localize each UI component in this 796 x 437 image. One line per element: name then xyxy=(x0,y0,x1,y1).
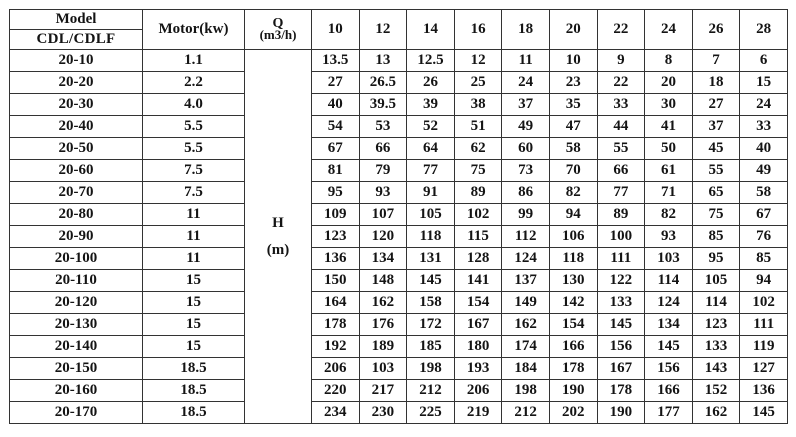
head-value-cell: 67 xyxy=(740,204,788,226)
head-value-cell: 118 xyxy=(549,248,597,270)
table-row xyxy=(10,336,788,358)
table-row xyxy=(10,138,788,160)
head-value-cell: 167 xyxy=(597,358,645,380)
table-row xyxy=(10,380,788,402)
head-value-cell: 18 xyxy=(692,72,740,94)
model-cell: 20-160 xyxy=(10,380,143,402)
head-value-cell: 128 xyxy=(454,248,502,270)
head-value-cell: 103 xyxy=(359,358,407,380)
head-value-cell: 13.5 xyxy=(312,50,360,72)
head-value-cell: 145 xyxy=(740,402,788,424)
head-value-cell: 13 xyxy=(359,50,407,72)
head-value-cell: 112 xyxy=(502,226,550,248)
head-unit-cell xyxy=(245,50,312,424)
head-value-cell: 27 xyxy=(312,72,360,94)
head-value-cell: 61 xyxy=(645,160,693,182)
head-value-cell: 212 xyxy=(502,402,550,424)
head-value-cell: 152 xyxy=(692,380,740,402)
head-value-cell: 185 xyxy=(407,336,455,358)
head-value-cell: 89 xyxy=(597,204,645,226)
head-value-cell: 37 xyxy=(692,116,740,138)
head-value-cell: 178 xyxy=(597,380,645,402)
head-value-cell: 40 xyxy=(312,94,360,116)
head-symbol: H xyxy=(272,214,284,231)
model-cell: 20-50 xyxy=(10,138,143,160)
head-value-cell: 142 xyxy=(549,292,597,314)
head-value-cell: 79 xyxy=(359,160,407,182)
head-value-cell: 26.5 xyxy=(359,72,407,94)
head-value-cell: 54 xyxy=(312,116,360,138)
motor-power-cell: 11 xyxy=(143,226,245,248)
head-value-cell: 75 xyxy=(692,204,740,226)
flow-value-header: 22 xyxy=(597,10,645,50)
head-value-cell: 118 xyxy=(407,226,455,248)
motor-power-cell: 5.5 xyxy=(143,138,245,160)
table-row xyxy=(10,402,788,424)
head-value-cell: 124 xyxy=(645,292,693,314)
table-body xyxy=(10,50,788,424)
head-value-cell: 51 xyxy=(454,116,502,138)
flow-value-header: 20 xyxy=(549,10,597,50)
head-value-cell: 49 xyxy=(740,160,788,182)
head-value-cell: 145 xyxy=(645,336,693,358)
model-series-header: CDL/CDLF xyxy=(10,30,143,50)
head-value-cell: 154 xyxy=(454,292,502,314)
head-value-cell: 107 xyxy=(359,204,407,226)
head-value-cell: 190 xyxy=(549,380,597,402)
model-cell: 20-20 xyxy=(10,72,143,94)
head-value-cell: 136 xyxy=(740,380,788,402)
head-value-cell: 53 xyxy=(359,116,407,138)
head-value-cell: 166 xyxy=(645,380,693,402)
head-value-cell: 12 xyxy=(454,50,502,72)
head-unit: (m) xyxy=(266,242,290,258)
head-value-cell: 7 xyxy=(692,50,740,72)
head-value-cell: 145 xyxy=(597,314,645,336)
head-value-cell: 55 xyxy=(597,138,645,160)
head-value-cell: 177 xyxy=(645,402,693,424)
table-row xyxy=(10,358,788,380)
head-value-cell: 167 xyxy=(454,314,502,336)
head-value-cell: 23 xyxy=(549,72,597,94)
model-cell: 20-40 xyxy=(10,116,143,138)
head-value-cell: 76 xyxy=(740,226,788,248)
table-row xyxy=(10,314,788,336)
head-value-cell: 64 xyxy=(407,138,455,160)
head-value-cell: 206 xyxy=(312,358,360,380)
head-value-cell: 198 xyxy=(407,358,455,380)
head-value-cell: 136 xyxy=(312,248,360,270)
table-row xyxy=(10,248,788,270)
head-value-cell: 158 xyxy=(407,292,455,314)
model-cell: 20-150 xyxy=(10,358,143,380)
head-value-cell: 85 xyxy=(692,226,740,248)
head-value-cell: 25 xyxy=(454,72,502,94)
head-value-cell: 77 xyxy=(407,160,455,182)
head-value-cell: 162 xyxy=(502,314,550,336)
motor-power-cell: 18.5 xyxy=(143,402,245,424)
flow-symbol: Q xyxy=(272,16,284,31)
flow-value-header: 18 xyxy=(502,10,550,50)
head-value-cell: 202 xyxy=(549,402,597,424)
head-value-cell: 65 xyxy=(692,182,740,204)
head-value-cell: 102 xyxy=(454,204,502,226)
head-value-cell: 180 xyxy=(454,336,502,358)
head-value-cell: 115 xyxy=(454,226,502,248)
motor-power-cell: 7.5 xyxy=(143,160,245,182)
head-value-cell: 35 xyxy=(549,94,597,116)
head-value-cell: 82 xyxy=(549,182,597,204)
flow-value-header: 12 xyxy=(359,10,407,50)
head-value-cell: 39 xyxy=(407,94,455,116)
head-value-cell: 133 xyxy=(692,336,740,358)
head-value-cell: 130 xyxy=(549,270,597,292)
head-value-cell: 149 xyxy=(502,292,550,314)
head-value-cell: 234 xyxy=(312,402,360,424)
head-value-cell: 24 xyxy=(740,94,788,116)
head-value-cell: 184 xyxy=(502,358,550,380)
head-value-cell: 193 xyxy=(454,358,502,380)
head-value-cell: 120 xyxy=(359,226,407,248)
header-row-1 xyxy=(10,10,788,30)
head-value-cell: 100 xyxy=(597,226,645,248)
flow-value-header: 24 xyxy=(645,10,693,50)
head-value-cell: 58 xyxy=(740,182,788,204)
head-value-cell: 75 xyxy=(454,160,502,182)
head-value-cell: 106 xyxy=(549,226,597,248)
head-value-cell: 192 xyxy=(312,336,360,358)
head-value-cell: 164 xyxy=(312,292,360,314)
head-value-cell: 105 xyxy=(407,204,455,226)
head-value-cell: 178 xyxy=(549,358,597,380)
head-value-cell: 162 xyxy=(692,402,740,424)
table-row xyxy=(10,72,788,94)
model-cell: 20-100 xyxy=(10,248,143,270)
flow-value-header: 14 xyxy=(407,10,455,50)
motor-power-cell: 11 xyxy=(143,204,245,226)
head-value-cell: 93 xyxy=(359,182,407,204)
head-value-cell: 134 xyxy=(359,248,407,270)
motor-power-cell: 2.2 xyxy=(143,72,245,94)
head-value-cell: 15 xyxy=(740,72,788,94)
head-value-cell: 58 xyxy=(549,138,597,160)
flow-value-header: 10 xyxy=(312,10,360,50)
head-value-cell: 44 xyxy=(597,116,645,138)
model-cell: 20-60 xyxy=(10,160,143,182)
head-value-cell: 37 xyxy=(502,94,550,116)
head-value-cell: 206 xyxy=(454,380,502,402)
motor-power-cell: 15 xyxy=(143,314,245,336)
motor-power-cell: 15 xyxy=(143,336,245,358)
head-value-cell: 154 xyxy=(549,314,597,336)
head-value-cell: 8 xyxy=(645,50,693,72)
head-value-cell: 141 xyxy=(454,270,502,292)
head-value-cell: 95 xyxy=(692,248,740,270)
head-value-cell: 70 xyxy=(549,160,597,182)
head-value-cell: 102 xyxy=(740,292,788,314)
head-value-cell: 52 xyxy=(407,116,455,138)
head-value-cell: 60 xyxy=(502,138,550,160)
head-value-cell: 156 xyxy=(597,336,645,358)
motor-power-cell: 5.5 xyxy=(143,116,245,138)
head-value-cell: 174 xyxy=(502,336,550,358)
head-value-cell: 156 xyxy=(645,358,693,380)
head-value-cell: 95 xyxy=(312,182,360,204)
head-value-cell: 123 xyxy=(312,226,360,248)
table-row xyxy=(10,226,788,248)
head-value-cell: 99 xyxy=(502,204,550,226)
head-value-cell: 109 xyxy=(312,204,360,226)
head-value-cell: 94 xyxy=(740,270,788,292)
flow-rate-header xyxy=(245,10,312,50)
head-value-cell: 105 xyxy=(692,270,740,292)
head-value-cell: 24 xyxy=(502,72,550,94)
head-value-cell: 55 xyxy=(692,160,740,182)
head-value-cell: 22 xyxy=(597,72,645,94)
head-value-cell: 145 xyxy=(407,270,455,292)
head-value-cell: 123 xyxy=(692,314,740,336)
table-header xyxy=(10,10,788,50)
head-value-cell: 219 xyxy=(454,402,502,424)
head-value-cell: 66 xyxy=(597,160,645,182)
head-value-cell: 41 xyxy=(645,116,693,138)
head-value-cell: 148 xyxy=(359,270,407,292)
head-value-cell: 119 xyxy=(740,336,788,358)
head-value-cell: 150 xyxy=(312,270,360,292)
head-value-cell: 30 xyxy=(645,94,693,116)
model-cell: 20-30 xyxy=(10,94,143,116)
head-value-cell: 33 xyxy=(597,94,645,116)
motor-power-cell: 4.0 xyxy=(143,94,245,116)
flow-value-header: 16 xyxy=(454,10,502,50)
head-value-cell: 198 xyxy=(502,380,550,402)
model-cell: 20-110 xyxy=(10,270,143,292)
model-cell: 20-70 xyxy=(10,182,143,204)
head-value-cell: 6 xyxy=(740,50,788,72)
motor-power-cell: 7.5 xyxy=(143,182,245,204)
head-value-cell: 81 xyxy=(312,160,360,182)
motor-power-cell: 18.5 xyxy=(143,380,245,402)
table-row xyxy=(10,160,788,182)
head-value-cell: 89 xyxy=(454,182,502,204)
head-value-cell: 33 xyxy=(740,116,788,138)
head-value-cell: 111 xyxy=(597,248,645,270)
head-value-cell: 230 xyxy=(359,402,407,424)
motor-power-cell: 15 xyxy=(143,292,245,314)
table-row xyxy=(10,182,788,204)
motor-power-cell: 15 xyxy=(143,270,245,292)
head-value-cell: 38 xyxy=(454,94,502,116)
head-value-cell: 178 xyxy=(312,314,360,336)
head-value-cell: 212 xyxy=(407,380,455,402)
head-value-cell: 134 xyxy=(645,314,693,336)
table-row xyxy=(10,50,788,72)
model-cell: 20-90 xyxy=(10,226,143,248)
head-value-cell: 176 xyxy=(359,314,407,336)
model-cell: 20-170 xyxy=(10,402,143,424)
head-value-cell: 26 xyxy=(407,72,455,94)
head-value-cell: 133 xyxy=(597,292,645,314)
head-value-cell: 73 xyxy=(502,160,550,182)
head-value-cell: 131 xyxy=(407,248,455,270)
head-value-cell: 49 xyxy=(502,116,550,138)
head-value-cell: 66 xyxy=(359,138,407,160)
head-value-cell: 82 xyxy=(645,204,693,226)
head-value-cell: 114 xyxy=(645,270,693,292)
head-value-cell: 217 xyxy=(359,380,407,402)
table-row xyxy=(10,292,788,314)
model-header: Model xyxy=(10,10,143,30)
table-row xyxy=(10,270,788,292)
head-value-cell: 10 xyxy=(549,50,597,72)
head-value-cell: 122 xyxy=(597,270,645,292)
model-cell: 20-130 xyxy=(10,314,143,336)
head-value-cell: 85 xyxy=(740,248,788,270)
head-value-cell: 166 xyxy=(549,336,597,358)
head-value-cell: 127 xyxy=(740,358,788,380)
head-value-cell: 114 xyxy=(692,292,740,314)
head-value-cell: 39.5 xyxy=(359,94,407,116)
table-row xyxy=(10,204,788,226)
head-value-cell: 47 xyxy=(549,116,597,138)
motor-power-cell: 1.1 xyxy=(143,50,245,72)
head-value-cell: 111 xyxy=(740,314,788,336)
head-value-cell: 91 xyxy=(407,182,455,204)
flow-value-header: 28 xyxy=(740,10,788,50)
table-row xyxy=(10,116,788,138)
motor-power-cell: 11 xyxy=(143,248,245,270)
head-value-cell: 94 xyxy=(549,204,597,226)
flow-value-header: 26 xyxy=(692,10,740,50)
head-value-cell: 27 xyxy=(692,94,740,116)
head-value-cell: 143 xyxy=(692,358,740,380)
head-value-cell: 162 xyxy=(359,292,407,314)
head-value-cell: 20 xyxy=(645,72,693,94)
head-value-cell: 172 xyxy=(407,314,455,336)
head-value-cell: 86 xyxy=(502,182,550,204)
head-value-cell: 124 xyxy=(502,248,550,270)
head-value-cell: 11 xyxy=(502,50,550,72)
motor-power-header: Motor(kw) xyxy=(143,10,245,50)
model-cell: 20-140 xyxy=(10,336,143,358)
head-value-cell: 220 xyxy=(312,380,360,402)
head-value-cell: 50 xyxy=(645,138,693,160)
head-value-cell: 189 xyxy=(359,336,407,358)
head-value-cell: 225 xyxy=(407,402,455,424)
head-value-cell: 40 xyxy=(740,138,788,160)
model-cell: 20-80 xyxy=(10,204,143,226)
model-cell: 20-120 xyxy=(10,292,143,314)
motor-power-cell: 18.5 xyxy=(143,358,245,380)
head-value-cell: 9 xyxy=(597,50,645,72)
head-value-cell: 62 xyxy=(454,138,502,160)
head-value-cell: 77 xyxy=(597,182,645,204)
head-value-cell: 190 xyxy=(597,402,645,424)
head-value-cell: 71 xyxy=(645,182,693,204)
flow-unit: (m3/h) xyxy=(259,27,297,42)
head-value-cell: 12.5 xyxy=(407,50,455,72)
head-value-cell: 45 xyxy=(692,138,740,160)
head-value-cell: 137 xyxy=(502,270,550,292)
model-cell: 20-10 xyxy=(10,50,143,72)
head-value-cell: 67 xyxy=(312,138,360,160)
head-value-cell: 93 xyxy=(645,226,693,248)
pump-head-spec-table xyxy=(9,9,788,424)
table-row xyxy=(10,94,788,116)
head-value-cell: 103 xyxy=(645,248,693,270)
